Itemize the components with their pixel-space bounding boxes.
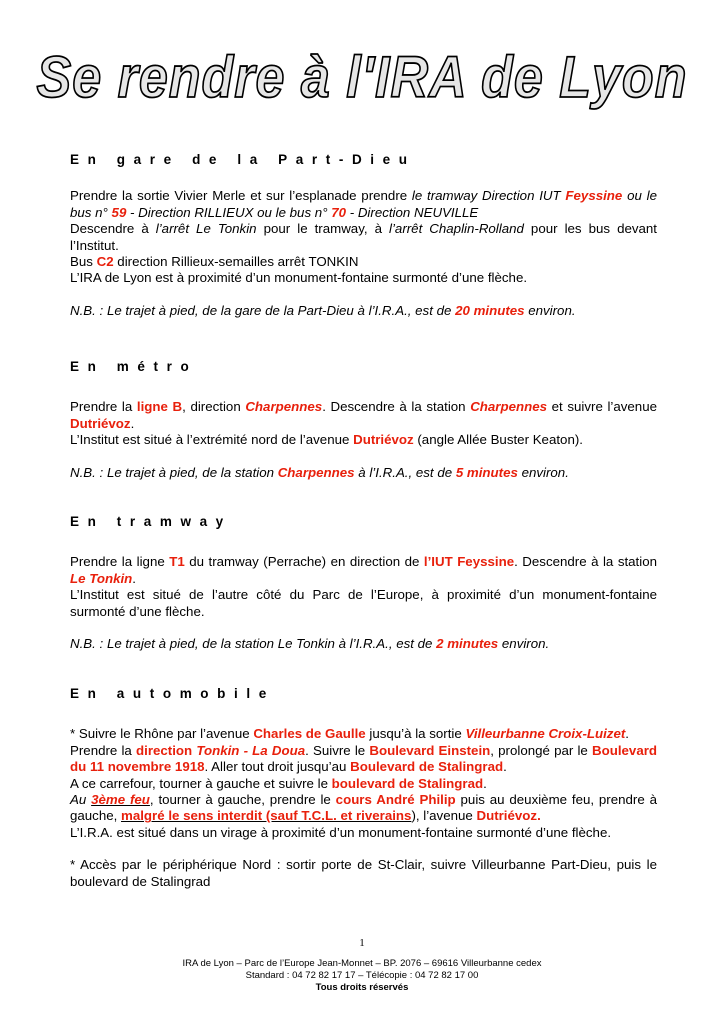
text: ou le bus n°	[70, 188, 657, 220]
text: Descendre à	[70, 221, 156, 237]
auto-paragraph-5: L’I.R.A. est situé dans un virage à proximité d’un monument-fontaine surmonté d’une flèche.	[70, 824, 612, 840]
text: N.B. : Le trajet à pied, de la gare de la Part-Dieu à l’I.R.A., est de	[70, 302, 456, 318]
auto-paragraph-3	[70, 776, 657, 792]
highlight-text: 2 minutes	[436, 636, 499, 652]
page-footer	[0, 958, 724, 994]
auto-paragraph-2	[70, 743, 657, 776]
highlight-text: Charpennes	[470, 399, 548, 415]
text: jusqu’à la sortie	[365, 726, 466, 742]
highlight-text: 59	[111, 204, 127, 220]
tram-paragraph-2: L’Institut est situé de l’autre côté du Parc de l’Europe, à proximité d’un monument-fontaine surmonté d’une flèche.	[70, 587, 657, 619]
section-gare	[70, 152, 657, 319]
highlight-text: boulevard de Stalingrad	[331, 775, 484, 791]
text: l’arrêt Chaplin-Rolland	[389, 221, 524, 237]
section-heading-automobile: En automobile	[70, 686, 275, 701]
highlight-text: Charles de Gaulle	[253, 726, 366, 742]
footer-rights	[0, 982, 724, 994]
footer-address: IRA de Lyon – Parc de l’Europe Jean-Monnet – BP. 2076 – 69616 Villeurbanne cedex	[182, 958, 542, 969]
gare-paragraph-1	[70, 188, 657, 221]
auto-paragraph-1	[70, 726, 657, 742]
text: . Descendre à la station	[322, 399, 471, 415]
metro-paragraph-1	[70, 399, 657, 432]
gare-paragraph-4: L’IRA de Lyon est à proximité d’un monument-fontaine surmonté d’une flèche.	[70, 270, 528, 286]
text: pour les bus devant l’Institut.	[70, 221, 657, 253]
highlight-text: Villeurbanne Croix-Luizet	[465, 726, 626, 742]
highlight-text: 3ème feu	[91, 792, 150, 808]
text: N.B. : Le trajet à pied, de la station Le Tonkin à l’I.R.A., est de	[70, 636, 437, 652]
highlight-text: 5 minutes	[455, 464, 518, 480]
text: A ce carrefour, tourner à gauche et suivre le	[70, 775, 332, 791]
text: Prendre la	[70, 399, 137, 415]
highlight-text: 20 minutes	[455, 302, 525, 318]
highlight-text: Charpennes	[245, 399, 323, 415]
text: . Aller tout droit jusqu’au	[204, 759, 351, 775]
highlight-text: Tonkin - La Doua	[196, 742, 306, 758]
text: et suivre l’avenue	[547, 399, 657, 415]
highlight-text: C2	[96, 254, 114, 270]
highlight-text: Boulevard de Stalingrad	[350, 759, 504, 775]
text: - Direction NEUVILLE	[346, 204, 479, 220]
gare-paragraph-3	[70, 254, 657, 270]
section-tramway	[70, 514, 657, 652]
text: .	[132, 570, 136, 586]
text: . Descendre à la station	[514, 554, 657, 570]
highlight-text: Boulevard du 11 novembre 1918	[70, 742, 658, 775]
highlight-text: Dutriévoz	[353, 432, 414, 448]
text: pour le tramway, à	[256, 221, 390, 237]
section-automobile	[70, 686, 657, 890]
text: à l’I.R.A., est de	[354, 464, 456, 480]
highlight-text: ligne B	[136, 399, 183, 415]
highlight-text: l’IUT Feyssine	[423, 554, 515, 570]
text: du tramway (Perrache) en direction de	[184, 554, 424, 570]
highlight-text: 70	[331, 204, 347, 220]
text: - Direction RILLIEUX ou le bus n°	[126, 204, 332, 220]
gare-note	[70, 303, 657, 319]
metro-note	[70, 465, 657, 481]
section-heading-metro: En métro	[70, 359, 198, 374]
text: Bus	[70, 254, 97, 270]
text: .	[130, 415, 135, 431]
gare-paragraph-2	[70, 221, 657, 254]
highlight-text: Boulevard Einstein	[369, 742, 491, 758]
metro-paragraph-2	[70, 432, 657, 448]
text: N.B. : Le trajet à pied, de la station	[70, 464, 278, 480]
highlight-text: T1	[169, 554, 185, 570]
text: le tramway Direction IUT	[411, 188, 566, 204]
section-heading-gare: En gare de la Part-Dieu	[70, 152, 416, 167]
text: .	[503, 759, 507, 775]
section-metro	[70, 359, 657, 481]
text: puis au deuxième feu, prendre à gauche,	[70, 792, 657, 824]
text: l’arrêt Le Tonkin	[155, 221, 257, 237]
highlight-text: cours André Philip	[335, 792, 456, 808]
highlight-text: Feyssine	[565, 188, 623, 204]
highlight-text: Dutriévoz	[70, 415, 131, 431]
highlight-text: Charpennes	[277, 464, 355, 480]
text: environ.	[498, 636, 550, 652]
page-number: 1	[359, 937, 365, 949]
page-title: Se rendre à l'IRA de Lyon	[36, 45, 688, 111]
auto-paragraph-6: * Accès par le périphérique Nord : sortir porte de St-Clair, suivre Villeurbanne Part-Dieu, puis le boulevard de Stalingrad	[70, 857, 657, 889]
text: L’Institut est situé à l’extrémité nord de l’avenue	[70, 432, 354, 448]
text: .	[483, 775, 487, 791]
text: environ.	[517, 464, 569, 480]
text: (angle Allée Buster Keaton).	[413, 432, 583, 448]
text: direction Rillieux-semailles arrêt TONKIN	[113, 254, 359, 270]
footer-rights-text: Tous droits réservés	[315, 982, 409, 993]
highlight-text: malgré le sens interdit (sauf T.C.L. et riverains	[121, 808, 412, 824]
text: , prolongé par le	[490, 742, 592, 758]
text: environ.	[524, 302, 576, 318]
text: .	[625, 726, 629, 742]
section-heading-tramway: En tramway	[70, 514, 232, 529]
text: , direction	[182, 399, 246, 415]
text: , tourner à gauche, prendre le	[149, 792, 336, 808]
footer-phone: Standard : 04 72 82 17 17 – Télécopie : 04 72 82 17 00	[245, 970, 479, 981]
text: Au	[70, 792, 92, 808]
text: Prendre la sortie Vivier Merle et sur l’esplanade prendre	[70, 188, 412, 204]
text: ), l’avenue	[411, 808, 477, 824]
highlight-text: direction	[136, 742, 197, 758]
text: Prendre la	[70, 742, 136, 758]
tram-note	[70, 636, 657, 652]
highlight-text: Dutriévoz.	[476, 808, 541, 824]
auto-paragraph-4	[70, 792, 657, 825]
text: * Suivre le Rhône par l’avenue	[70, 726, 254, 742]
tram-paragraph-1	[70, 554, 657, 587]
highlight-text: Le Tonkin	[70, 570, 133, 586]
text: Prendre la ligne	[70, 554, 170, 570]
text: . Suivre le	[305, 742, 370, 758]
